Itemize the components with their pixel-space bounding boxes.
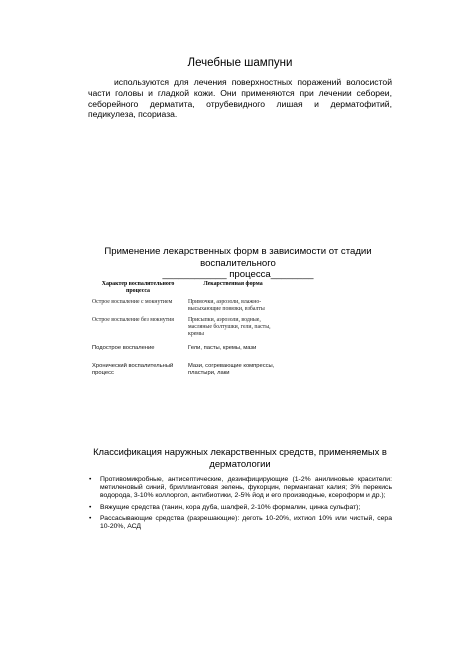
table-row [88,345,388,352]
list-item [88,476,392,501]
table-cell: Мази, согревающие компрессы, пластыри, лаки [188,362,275,376]
section-classification [88,446,392,534]
list-item [88,504,392,512]
section-title: Лечебные шампуни [187,57,293,69]
bullet-icon: • [89,476,92,483]
table-cell: Острое воспаление без мокнутия [92,316,174,323]
section-forms-by-stage [88,246,388,377]
column-header: Характер воспалительного процесса [101,280,175,294]
table-cell: Хронический воспалительный процесс [92,362,174,376]
section-shampoos [88,56,392,120]
table-row [88,299,388,313]
table-cell: Гели, пасты, кремы, мази [188,344,257,351]
column-header: Лекарственная форма [203,280,263,287]
table-row [88,363,388,377]
table-cell: Присыпки, аэрозоли, водные, масляные болтушки, гели, пасты, кремы [188,316,271,337]
list-item [88,515,392,531]
bullet-icon: • [89,514,92,522]
table-header [88,281,388,295]
table-cell: Подострое воспаление [92,344,155,351]
forms-table [88,281,388,377]
section-title-continuation: ____________ процесса________ [162,269,314,280]
table-cell: Острое воспаление с мокнутием [92,298,173,305]
section-title: Классификация наружных лекарственных средств, применяемых в дерматологии [93,446,387,469]
list-item-text: Вяжущие средства (танин, кора дуба, шалфей, 2-10% формалин, цинка сульфат); [100,503,361,511]
section-paragraph: используются для лечения поверхностных поражений волосистой части головы и гладкой кожи. Они применяются при лечении себореи, себорейного дерматита, отрубевидного лишая и дерматофитий, педикулеза, псориаза. [88,77,392,120]
classification-list [88,476,392,531]
list-item-text: Рассасывающие средства (разрешающие): деготь 10-20%, ихтиол 10% или чистый, сера 10-20%, АСД [100,514,392,531]
section-title: Применение лекарственных форм в зависимости от стадии воспалительного [104,246,372,269]
bullet-icon: • [89,503,92,511]
table-row [88,317,388,338]
table-cell: Примочки, аэрозоли, влажно-высыхающие повязки, взбалты [188,298,265,312]
list-item-text: Противомикробные, антисептические, дезинфицирующие (1-2% анилиновые красители: метиленовый синий, бриллиантовая зелень, фукорцин, перманганат калия; 3% перекись водорода, 3-10% коллоргол, антибиотики, 2-5% йод и его производные, ксероформ и др.); [100,476,392,500]
